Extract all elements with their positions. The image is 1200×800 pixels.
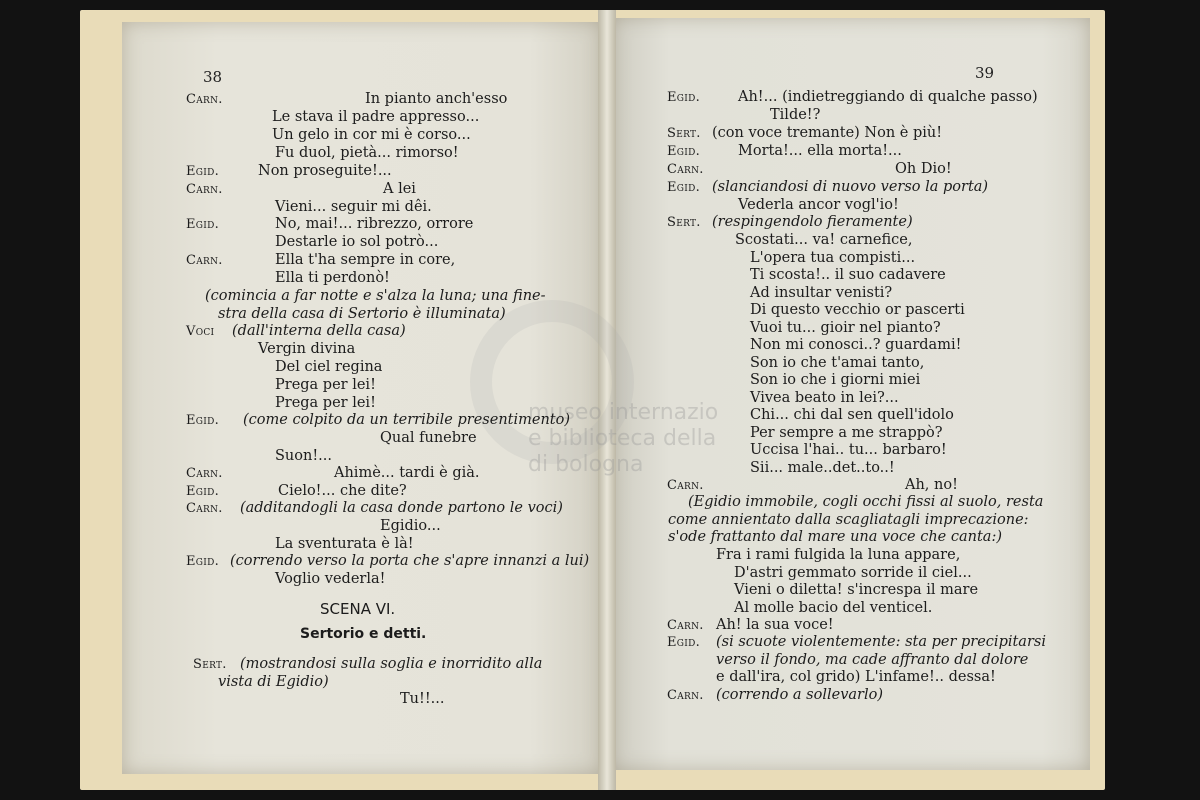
speaker-label: Sert. (667, 126, 701, 141)
verse-line: Suon!... (275, 448, 332, 464)
speaker-label: Sert. (193, 657, 227, 672)
verse-line: Egidio... (380, 518, 441, 534)
verse-line: Scostati... va! carnefice, (735, 232, 913, 248)
verse-line: Fu duol, pietà... rimorso! (275, 145, 459, 161)
verse-line: Oh Dio! (895, 161, 952, 177)
verse-line: Morta!... ella morta!... (738, 143, 902, 159)
right-page-number: 39 (975, 64, 995, 82)
speaker-label: Carn. (667, 478, 704, 493)
verse-line: Tu!!... (400, 691, 445, 707)
speaker-label: Egid. (186, 554, 220, 569)
verse-line: Uccisa l'hai.. tu... barbaro! (750, 442, 947, 458)
verse-line: (si scuote violentemente: sta per precipitarsi (716, 634, 1046, 650)
verse-line: In pianto anch'esso (365, 91, 508, 107)
verse-line: Ad insultar venisti? (750, 285, 893, 301)
verse-line: Prega per lei! (275, 395, 376, 411)
speaker-label: Carn. (186, 92, 223, 107)
watermark-line: museo internazio (528, 400, 719, 425)
verse-line: come annientato dalla scagliatagli imprecazione: (668, 512, 1029, 528)
verse-line: (mostrandosi sulla soglia e inorridito alla (240, 656, 543, 672)
verse-line: (Egidio immobile, cogli occhi fissi al suolo, resta (688, 494, 1044, 510)
verse-line: Del ciel regina (275, 359, 383, 375)
speaker-label: Egid. (667, 144, 701, 159)
verse-line: Un gelo in cor mi è corso... (272, 127, 471, 143)
verse-line: Al molle bacio del venticel. (734, 600, 933, 616)
verse-line: (respingendolo fieramente) (712, 214, 913, 230)
verse-line: Ella t'ha sempre in core, (275, 252, 456, 268)
scene-characters: Sertorio e detti. (300, 626, 427, 642)
verse-line: Per sempre a me strappò? (750, 425, 943, 441)
verse-line: Cielo!... che dite? (278, 483, 407, 499)
speaker-label: Carn. (667, 618, 704, 633)
speaker-label: Egid. (186, 484, 220, 499)
verse-line: Fra i rami fulgida la luna appare, (716, 547, 961, 563)
speaker-label: Voci (186, 324, 215, 339)
speaker-label: Egid. (186, 413, 220, 428)
verse-line: Non proseguite!... (258, 163, 392, 179)
verse-line: stra della casa di Sertorio è illuminata) (218, 306, 506, 322)
verse-line: Vivea beato in lei?... (750, 390, 899, 406)
verse-line: (come colpito da un terribile presentimento) (243, 412, 571, 428)
verse-line: Prega per lei! (275, 377, 376, 393)
speaker-label: Egid. (667, 635, 701, 650)
verse-line: La sventurata è là! (275, 536, 414, 552)
verse-line: Chi... chi dal sen quell'idolo (750, 407, 954, 423)
verse-line: Ah, no! (905, 477, 958, 493)
left-page-number: 38 (203, 68, 223, 86)
verse-line: verso il fondo, ma cade affranto dal dolore (716, 652, 1029, 668)
verse-line: Ella ti perdonò! (275, 270, 390, 286)
verse-line: vista di Egidio) (218, 674, 329, 690)
verse-line: (slanciandosi di nuovo verso la porta) (712, 179, 989, 195)
verse-line: Ah!... (indietreggiando di qualche passo) (738, 89, 1038, 105)
verse-line: Vergin divina (258, 341, 356, 357)
speaker-label: Egid. (186, 164, 220, 179)
verse-line: Le stava il padre appresso... (272, 109, 480, 125)
verse-line: Non mi conosci..? guardami! (750, 337, 962, 353)
speaker-label: Carn. (186, 182, 223, 197)
speaker-label: Carn. (186, 501, 223, 516)
speaker-label: Egid. (667, 180, 701, 195)
speaker-label: Carn. (667, 688, 704, 703)
verse-line: Ah! la sua voce! (716, 617, 834, 633)
verse-line: Sii... male..det..to..! (750, 460, 895, 476)
verse-line: Vieni o diletta! s'increspa il mare (734, 582, 979, 598)
verse-line: Ti scosta!.. il suo cadavere (750, 267, 946, 283)
verse-line: Son io che t'amai tanto, (750, 355, 925, 371)
verse-line: Vieni... seguir mi dêi. (275, 199, 432, 215)
speaker-label: Carn. (667, 162, 704, 177)
watermark-line: e biblioteca della (528, 426, 717, 451)
scene-title: SCENA VI. (320, 600, 396, 618)
verse-line: Son io che i giorni miei (750, 372, 921, 388)
speaker-label: Carn. (186, 253, 223, 268)
verse-line: (correndo verso la porta che s'apre innanzi a lui) (230, 553, 590, 569)
verse-line: Di questo vecchio or pascerti (750, 302, 965, 318)
verse-line: A lei (383, 181, 416, 197)
watermark-line: di bologna (528, 452, 644, 477)
verse-line: Qual funebre (380, 430, 477, 446)
verse-line: D'astri gemmato sorride il ciel... (734, 565, 972, 581)
verse-line: L'opera tua compisti... (750, 250, 916, 266)
verse-line: No, mai!... ribrezzo, orrore (275, 216, 474, 232)
verse-line: Voglio vederla! (275, 571, 386, 587)
verse-line: (con voce tremante) Non è più! (712, 125, 943, 141)
speaker-label: Egid. (186, 217, 220, 232)
verse-line: (dall'interna della casa) (232, 323, 406, 339)
verse-line: Vederla ancor vogl'io! (738, 197, 899, 213)
speaker-label: Egid. (667, 90, 701, 105)
verse-line: (correndo a sollevarlo) (716, 687, 883, 703)
verse-line: e dall'ira, col grido) L'infame!.. dessa! (716, 669, 996, 685)
verse-line: (comincia a far notte e s'alza la luna; una fine- (205, 288, 546, 304)
verse-line: Destarle io sol potrò... (275, 234, 439, 250)
verse-line: s'ode frattanto dal mare una voce che canta:) (668, 529, 1002, 545)
speaker-label: Carn. (186, 466, 223, 481)
verse-line: Vuoi tu... gioir nel pianto? (750, 320, 941, 336)
speaker-label: Sert. (667, 215, 701, 230)
verse-line: Ahimè... tardi è già. (334, 465, 480, 481)
verse-line: Tilde!? (770, 107, 821, 123)
verse-line: (additandogli la casa donde partono le voci) (240, 500, 563, 516)
